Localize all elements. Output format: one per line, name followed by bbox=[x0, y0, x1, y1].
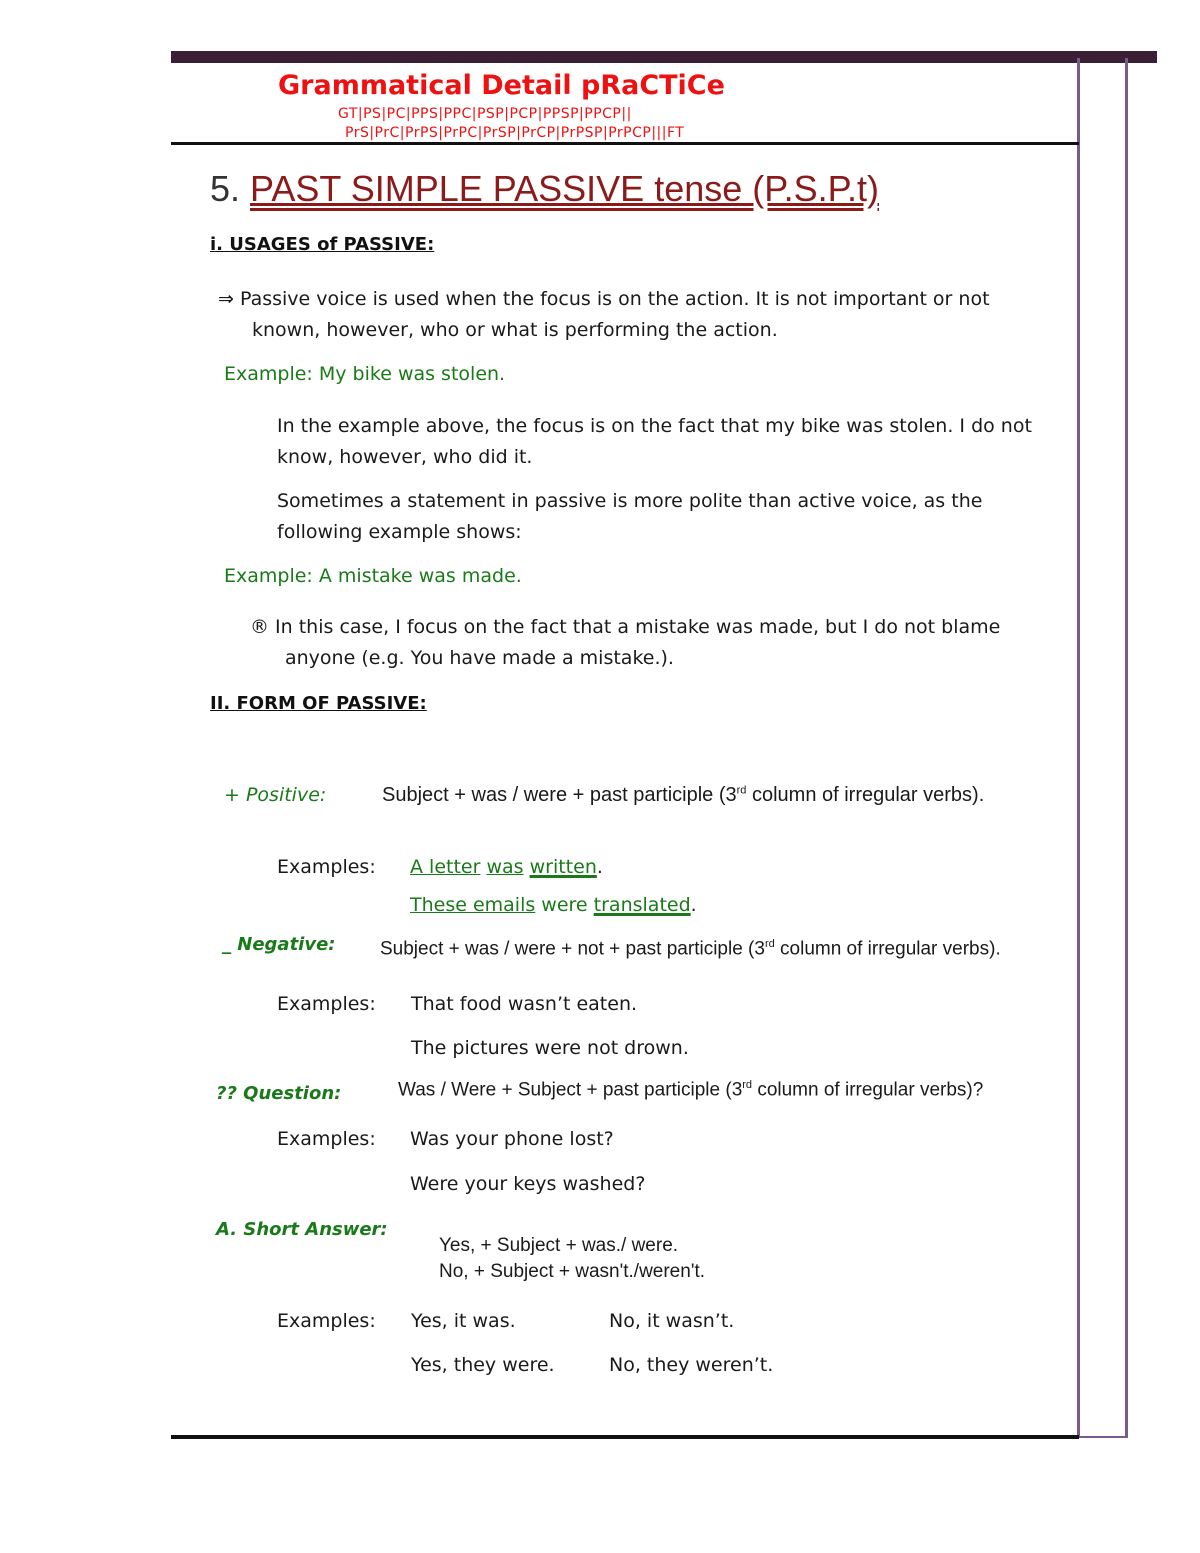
section-title bbox=[210, 168, 879, 210]
usages-heading: i. USAGES of PASSIVE: bbox=[210, 234, 435, 255]
note-line1 bbox=[250, 616, 1000, 638]
short-answer-yes-formula: Yes, + Subject + was./ were. bbox=[439, 1235, 679, 1256]
usage-paragraph-line1 bbox=[218, 288, 990, 310]
right-border-outer bbox=[1125, 58, 1128, 1438]
short-answer-yes1: Yes, it was. bbox=[411, 1310, 516, 1332]
positive-formula-a: Subject + was / were + past participle (3 bbox=[382, 784, 737, 806]
positive-formula-sup: rd bbox=[736, 784, 747, 797]
header-bar bbox=[171, 51, 1157, 63]
section-title-text: PAST SIMPLE PASSIVE tense (P.S.P.t) bbox=[250, 168, 879, 209]
short-answer-label: A. Short Answer: bbox=[216, 1219, 388, 1240]
short-answer-examples-label: Examples: bbox=[277, 1310, 376, 1332]
question-formula-b: column of irregular verbs)? bbox=[752, 1079, 984, 1101]
positive-ex1-end: . bbox=[596, 856, 603, 878]
negative-example2: The pictures were not drown. bbox=[411, 1037, 689, 1059]
positive-ex2-aux: were bbox=[535, 894, 594, 916]
usage-paragraph-text1: Passive voice is used when the focus is on the action. It is not important or not bbox=[239, 288, 990, 310]
question-examples-label: Examples: bbox=[277, 1128, 376, 1150]
positive-ex1-subject: A letter bbox=[410, 856, 481, 878]
registered-icon: ® bbox=[250, 616, 269, 638]
question-formula-sup: rd bbox=[742, 1079, 753, 1091]
header-rule bbox=[171, 142, 1079, 145]
right-border-bottom bbox=[1077, 1436, 1128, 1438]
question-example1: Was your phone lost? bbox=[410, 1128, 614, 1150]
negative-examples-label: Examples: bbox=[277, 993, 376, 1015]
question-formula bbox=[398, 1079, 983, 1101]
short-answer-no1: No, it wasn’t. bbox=[609, 1310, 735, 1332]
usage-paragraph-line2: known, however, who or what is performing the action. bbox=[252, 319, 778, 341]
negative-formula-b: column of irregular verbs). bbox=[774, 938, 1001, 960]
question-formula-a: Was / Were + Subject + past participle (3 bbox=[398, 1079, 743, 1101]
question-label: ?? Question: bbox=[216, 1083, 342, 1104]
doc-title: Grammatical Detail pRaCTiCe bbox=[278, 70, 725, 101]
note-text1: In this case, I focus on the fact that a mistake was made, but I do not blame bbox=[275, 616, 1001, 638]
polite-line2: following example shows: bbox=[277, 521, 522, 543]
example-bike: Example: My bike was stolen. bbox=[224, 363, 506, 385]
example-mistake: Example: A mistake was made. bbox=[224, 565, 522, 587]
right-border-inner bbox=[1077, 58, 1080, 1438]
short-answer-no-formula: No, + Subject + wasn't./weren't. bbox=[439, 1261, 705, 1282]
form-heading: II. FORM OF PASSIVE: bbox=[210, 693, 427, 714]
positive-example1 bbox=[410, 856, 603, 878]
positive-ex2-participle: translated bbox=[593, 894, 691, 916]
negative-formula bbox=[380, 938, 1001, 960]
polite-line1: Sometimes a statement in passive is more polite than active voice, as the bbox=[277, 490, 983, 512]
explanation-line2: know, however, who did it. bbox=[277, 446, 533, 468]
positive-ex2-end: . bbox=[690, 894, 697, 916]
explanation-line1: In the example above, the focus is on the fact that my bike was stolen. I do not bbox=[277, 415, 1032, 437]
positive-formula-b: column of irregular verbs). bbox=[746, 784, 985, 806]
negative-formula-sup: rd bbox=[764, 938, 775, 950]
tense-codes-line2: PrS|PrC|PrPS|PrPC|PrSP|PrCP|PrPSP|PrPCP|||FT bbox=[345, 125, 685, 141]
negative-label: _ Negative: bbox=[222, 934, 336, 955]
short-answer-yes2: Yes, they were. bbox=[411, 1354, 555, 1376]
positive-formula bbox=[382, 784, 984, 807]
arrow-icon: ⇒ bbox=[218, 288, 234, 310]
short-answer-no2: No, they weren’t. bbox=[609, 1354, 774, 1376]
positive-ex1-aux: was bbox=[486, 856, 524, 878]
positive-ex2-subject: These emails bbox=[410, 894, 536, 916]
negative-formula-a: Subject + was / were + not + past participle (3 bbox=[380, 938, 765, 960]
question-example2: Were your keys washed? bbox=[410, 1173, 646, 1195]
positive-ex1-participle: written bbox=[529, 856, 597, 878]
positive-example2 bbox=[410, 894, 697, 916]
positive-examples-label: Examples: bbox=[277, 856, 376, 878]
section-number: 5. bbox=[210, 168, 251, 209]
note-line2: anyone (e.g. You have made a mistake.). bbox=[285, 647, 674, 669]
tense-codes-line1: GT|PS|PC|PPS|PPC|PSP|PCP|PPSP|PPCP|| bbox=[338, 106, 632, 122]
footer-rule bbox=[171, 1435, 1079, 1439]
positive-label: + Positive: bbox=[224, 784, 327, 806]
negative-example1: That food wasn’t eaten. bbox=[411, 993, 638, 1015]
